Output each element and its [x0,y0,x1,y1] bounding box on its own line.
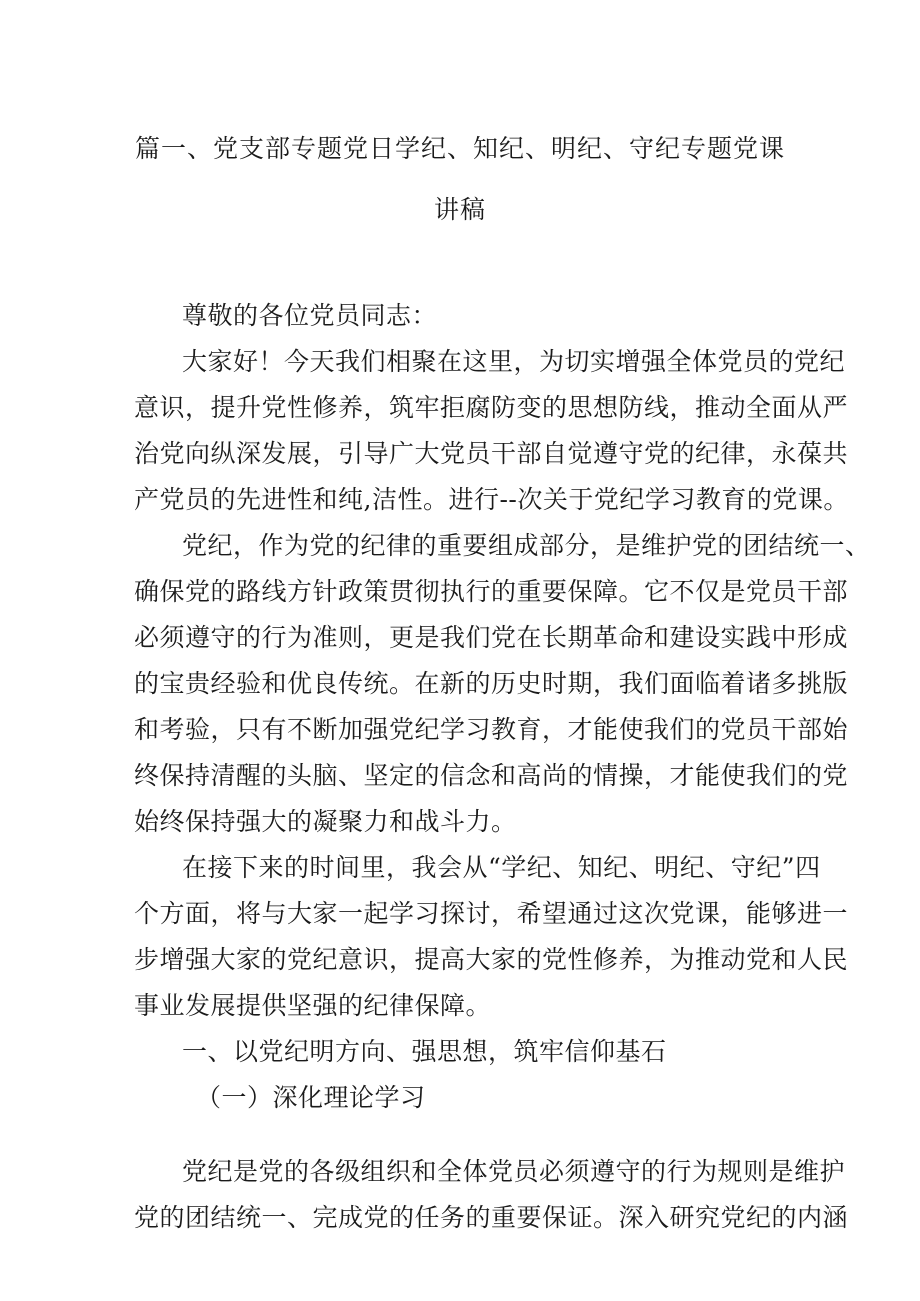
paragraph-1-line: 产党员的先进性和纯,洁性。进行--次关于党纪学习教育的党课。 [134,485,849,514]
salutation: 尊敬的各位党员同志： [182,301,438,330]
paragraph-2-line: 终保持清醒的头脑、坚定的信念和高尚的情操，才能使我们的党 [134,761,849,790]
paragraph-1-line: 治党向纵深发展，引导广大党员干部自觉遵守党的纪律，永葆共 [134,439,849,468]
paragraph-2-line: 必须遵守的行为准则，更是我们党在长期革命和建设实践中形成 [134,623,849,652]
paragraph-2-line: 始终保持强大的凝聚力和战斗力。 [134,807,517,836]
paragraph-3-line: 事业发展提供坚强的纪律保障。 [134,991,492,1020]
paragraph-2-line: 党纪，作为党的纪律的重要组成部分，是维护党的团结统一、 [182,531,871,560]
paragraph-1-line: 意识，提升党性修养，筑牢拒腐防变的思想防线，推动全面从严 [134,393,849,422]
paragraph-1-line: 大家好！今天我们相聚在这里，为切实增强全体党员的党纪 [182,347,846,376]
paragraph-2-line: 的宝贵经验和优良传统。在新的历史时期，我们面临着诸多挑版 [134,669,849,698]
section-heading: 一、以党纪明方向、强思想，筑牢信仰基石 [182,1037,667,1066]
paragraph-4-line: 党纪是党的各级组织和全体党员必须遵守的行为规则是维护 [182,1157,846,1186]
paragraph-4-line: 党的团结统一、完成党的任务的重要保证。深入研究党纪的内涵 [134,1203,849,1232]
paragraph-2-line: 确保党的路线方针政策贯彻执行的重要保障。它不仅是党员干部 [134,577,849,606]
document-title-line-2: 讲稿 [433,195,486,224]
paragraph-3-line: 步增强大家的党纪意识，提高大家的党性修养，为推动党和人民 [134,945,849,974]
document-title-line-1: 篇一、党支部专题党日学纪、知纪、明纪、守纪专题党课 [134,134,785,163]
paragraph-3-line: 个方面，将与大家一起学习探讨，希望通过这次党课，能够进一 [134,899,849,928]
paragraph-3-line: 在接下来的时间里，我会从“学纪、知纪、明纪、守纪”四 [182,853,821,882]
subsection-heading: （一）深化理论学习 [196,1083,426,1112]
paragraph-2-line: 和考验，只有不断加强党纪学习教育，才能使我们的党员干部始 [134,715,849,744]
